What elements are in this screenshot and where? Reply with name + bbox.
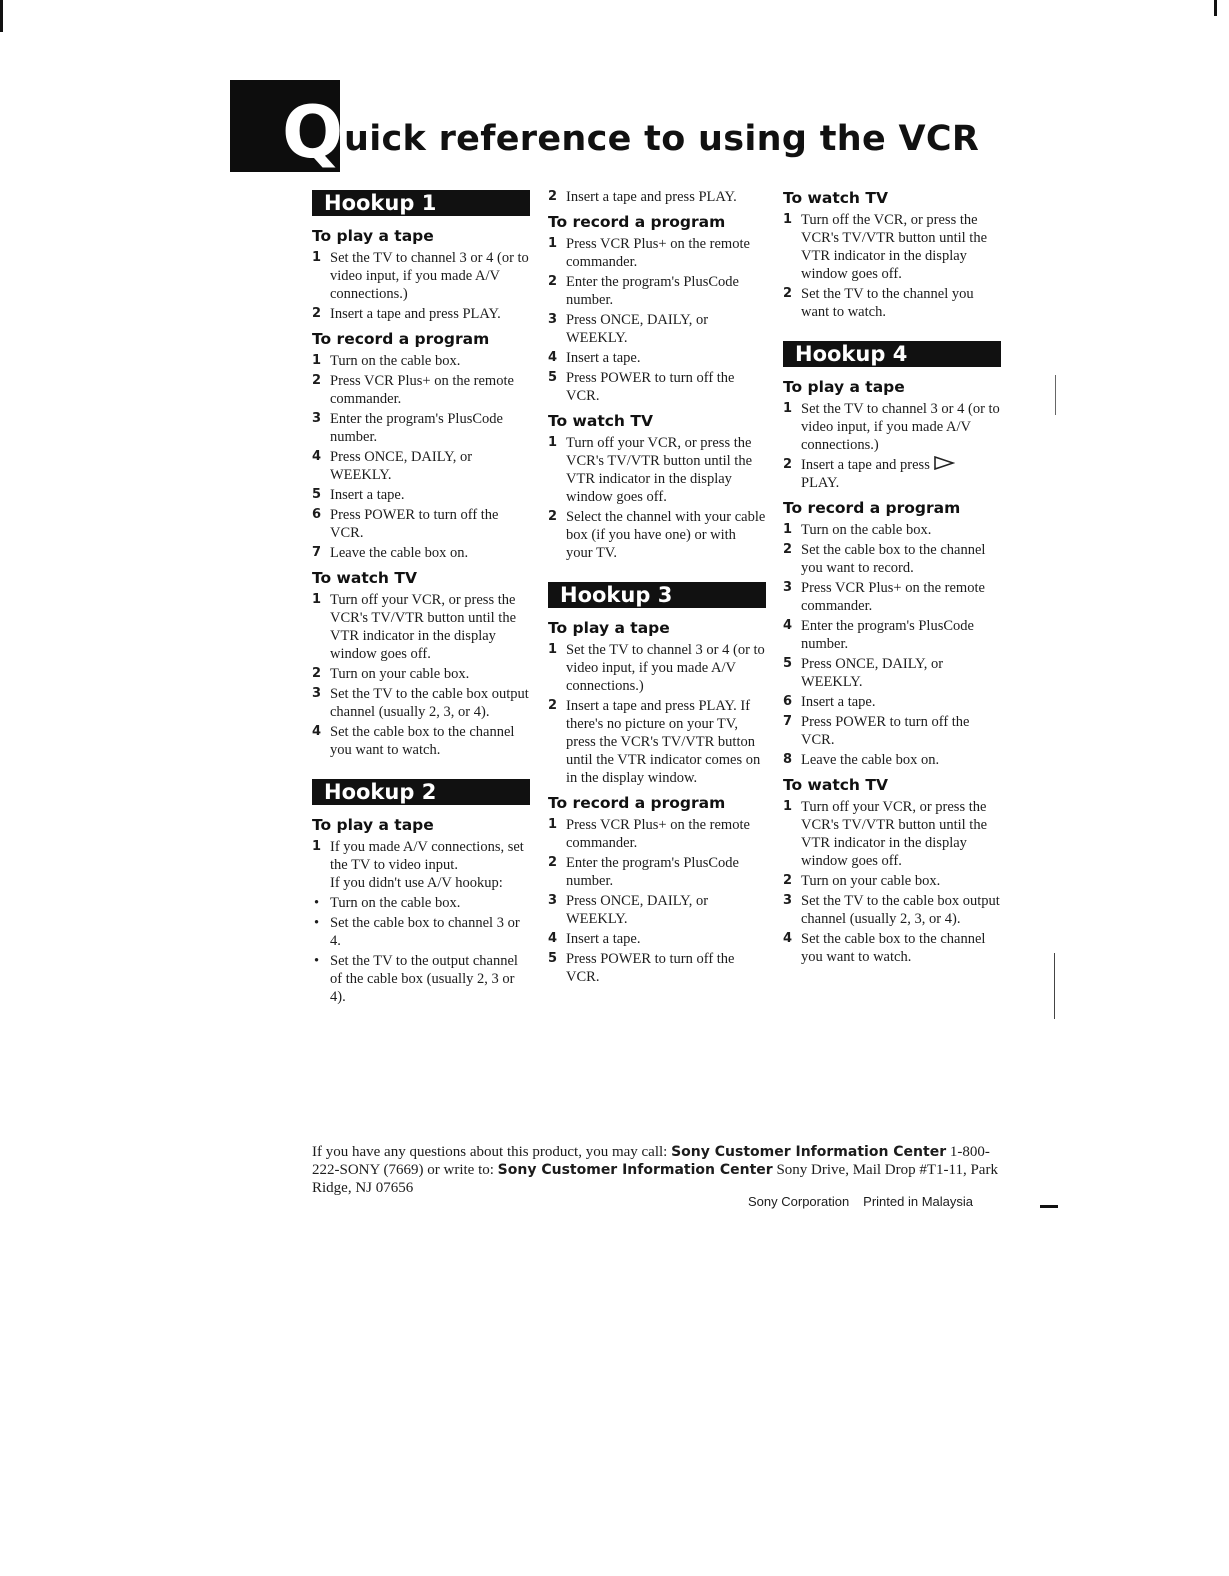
list-item: 6 Press POWER to turn off the VCR. [312,507,499,541]
list-item: 2 Enter the program's PlusCode number. [548,274,739,308]
list-item: 2 Set the TV to the channel you want to watch. [783,286,974,320]
hookup-2-record-title: To record a program [548,213,726,231]
list-item: 8 Leave the cable box on. [783,752,940,768]
hookup-3-watch-title: To watch TV [783,189,888,207]
hookup-2-note: If you didn't use A/V hookup: [330,875,503,891]
hookup-3-record-steps [548,816,766,986]
list-item: 4 Enter the program's PlusCode number. [783,618,974,652]
list-item: 2 Turn on your cable box. [783,873,941,889]
list-item: 1 Press VCR Plus+ on the remote commander. [548,817,750,851]
hookup-3-watch-steps [783,211,1001,321]
list-item: 1 Turn on the cable box. [312,353,461,369]
list-item: 1 Set the TV to channel 3 or 4 (or to video input, if you made A/V connections.) [548,642,765,694]
hookup-4-record-title: To record a program [783,499,961,517]
page-title: uick reference to using the VCR [344,119,980,159]
bullet-item: • Turn on the cable box. [312,894,530,912]
hookup-4-play-title: To play a tape [783,378,905,396]
column-3 [783,188,1001,968]
list-item: 3 Press ONCE, DAILY, or WEEKLY. [548,893,709,927]
list-item: 1 Set the TV to channel 3 or 4 (or to video input, if you made A/V connections.) [783,401,1000,453]
hookup-2-bullets [312,894,530,1006]
list-item: 4 Insert a tape. [548,350,641,366]
hookup-4-record-steps [783,521,1001,769]
scan-edge-dash [1040,1205,1058,1208]
printed-in: Printed in Malaysia [863,1194,973,1209]
list-item: 2 Set the cable box to the channel you want to record. [783,542,986,576]
hookup-4-watch-title: To watch TV [783,776,888,794]
hookup-1-play-steps [312,249,530,323]
list-item: 3 Set the TV to the cable box output channel (usually 2, 3, or 4). [783,893,1000,927]
list-item: 7 Leave the cable box on. [312,545,469,561]
hookup-3-record-title: To record a program [548,794,726,812]
list-item: 2 Insert a tape and press PLAY. [548,189,737,205]
hookup-4-heading: Hookup 4 [783,341,1001,367]
list-item: 1 Turn off your VCR, or press the VCR's TV/VTR button until the VTR indicator in the display window goes off. [312,592,517,662]
column-1 [312,188,530,1008]
list-item: 6 Insert a tape. [783,694,876,710]
hookup-2-watch-title: To watch TV [548,412,653,430]
list-item: 5 Press POWER to turn off the VCR. [548,951,735,985]
list-item: 2 Insert a tape and press PLAY. [783,456,1001,492]
list-item: 3 Press VCR Plus+ on the remote commander. [783,580,985,614]
play-icon [933,456,955,470]
list-item: 2 Turn on your cable box. [312,666,470,682]
list-item: 1 Press VCR Plus+ on the remote commander. [548,236,750,270]
corporation-name: Sony Corporation [748,1194,850,1209]
hookup-1-play-title: To play a tape [312,227,434,245]
customer-center-name: Sony Customer Information Center [671,1144,947,1160]
bullet-item: • Set the TV to the output channel of the cable box (usually 2, 3 or 4). [312,952,530,1006]
list-item: 2 Insert a tape and press PLAY. [312,306,501,322]
list-item: 4 Set the cable box to the channel you want to watch. [783,931,986,965]
bullet-item: • Set the cable box to channel 3 or 4. [312,914,530,950]
scan-edge-mark-left [0,0,3,32]
hookup-3-heading: Hookup 3 [548,582,766,608]
list-item: 3 Press ONCE, DAILY, or WEEKLY. [548,312,709,346]
hookup-2-watch-steps [548,434,766,562]
hookup-3-play-title: To play a tape [548,619,670,637]
list-item: 1 Turn off your VCR, or press the VCR's TV/VTR button until the VTR indicator in the display window goes off. [783,799,988,869]
hookup-2-heading: Hookup 2 [312,779,530,805]
hookup-4-play-steps [783,400,1001,492]
list-item: 3 Set the TV to the cable box output channel (usually 2, 3, or 4). [312,686,529,720]
hookup-1-heading: Hookup 1 [312,190,530,216]
hookup-2-play-steps-cont [548,188,766,206]
list-item: 1 Turn off the VCR, or press the VCR's TV/VTR button until the VTR indicator in the display window goes off. [783,212,988,282]
customer-center-name: Sony Customer Information Center [497,1162,773,1178]
title-initial: Q [282,90,344,174]
column-2 [548,188,766,988]
list-item: 2 Press VCR Plus+ on the remote commander. [312,373,514,407]
scan-edge-line-2 [1055,375,1056,415]
list-item: 2 Enter the program's PlusCode number. [548,855,739,889]
list-item: 1 Turn on the cable box. [783,522,932,538]
list-item: 5 Insert a tape. [312,487,405,503]
list-item: 4 Set the cable box to the channel you want to watch. [312,724,515,758]
hookup-2-play-title: To play a tape [312,816,434,834]
list-item: 2 Insert a tape and press PLAY. If there's no picture on your TV, press the VCR's TV/VTR button until the VTR indicator comes on in the display window. [548,698,761,786]
contact-info: If you have any questions about this product, you may call: Sony Customer Information Center 1-800-222-SONY (7669) or write to: Sony Customer Information Center Sony Drive, Mail Drop #T1-11, Park Ridge, NJ 07656 [312,1144,998,1196]
list-item: 5 Press POWER to turn off the VCR. [548,370,735,404]
list-item: 5 Press ONCE, DAILY, or WEEKLY. [783,656,944,690]
hookup-2-record-steps [548,235,766,405]
list-item: 3 Enter the program's PlusCode number. [312,411,503,445]
hookup-1-watch-steps [312,591,530,759]
hookup-3-play-steps [548,641,766,787]
list-item: 4 Insert a tape. [548,931,641,947]
hookup-4-watch-steps [783,798,1001,966]
imprint [748,1194,987,1209]
list-item: 7 Press POWER to turn off the VCR. [783,714,970,748]
list-item: 2 Select the channel with your cable box (if you have one) or with your TV. [548,509,766,561]
list-item: 4 Press ONCE, DAILY, or WEEKLY. [312,449,473,483]
scan-edge-mark-right [1214,0,1217,16]
hookup-2-play-steps [312,838,530,892]
scan-edge-line [1054,953,1055,1019]
list-item: 1 Turn off your VCR, or press the VCR's TV/VTR button until the VTR indicator in the display window goes off. [548,435,753,505]
hookup-1-record-steps [312,352,530,562]
list-item: 1 If you made A/V connections, set the TV to video input. If you didn't use A/V hookup: [312,838,530,892]
hookup-1-watch-title: To watch TV [312,569,417,587]
list-item: 1 Set the TV to channel 3 or 4 (or to video input, if you made A/V connections.) [312,250,529,302]
hookup-1-record-title: To record a program [312,330,490,348]
